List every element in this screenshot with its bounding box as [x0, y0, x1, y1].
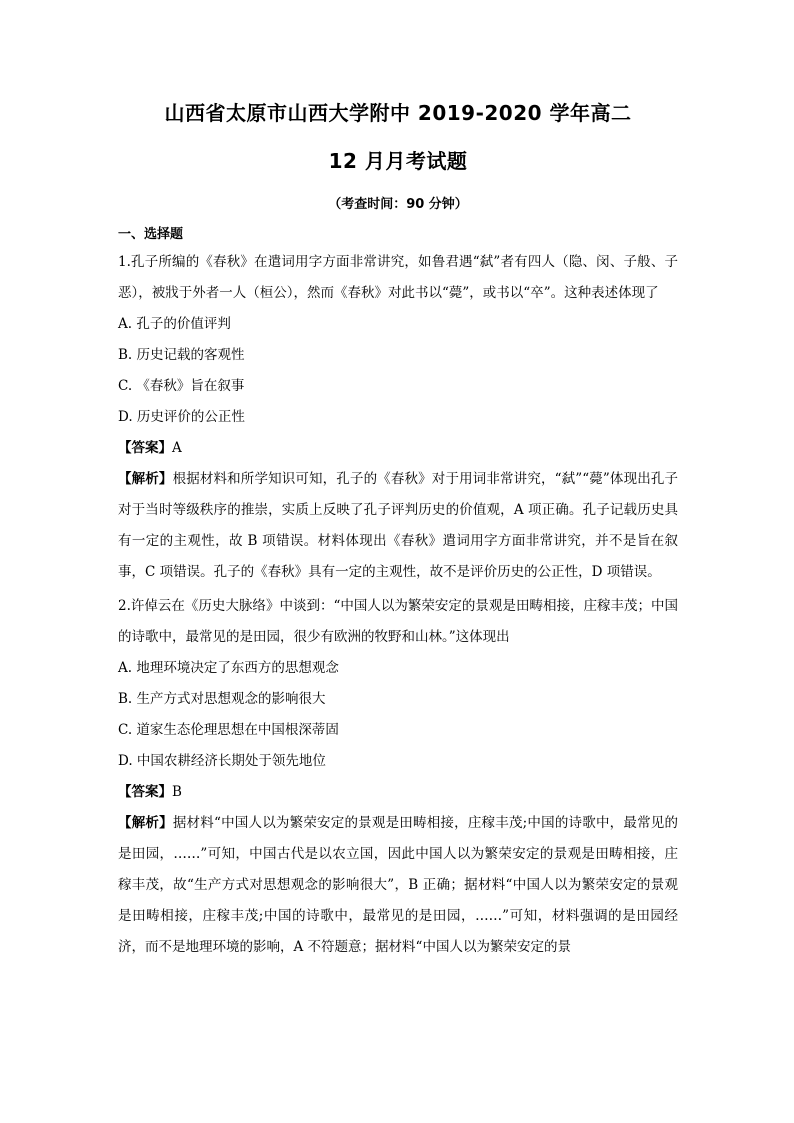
analysis-label: 【解析】	[118, 815, 173, 831]
option-a: A. 孔子的价值评判	[118, 316, 231, 332]
analysis	[118, 464, 678, 588]
analysis-label: 【解析】	[118, 471, 173, 487]
answer-line	[118, 777, 678, 808]
analysis	[118, 808, 678, 963]
option-a: A. 地理环境决定了东西方的思想观念	[118, 660, 339, 676]
analysis-text: 根据材料和所学知识可知，孔子的《春秋》对于用词非常讲究，“弑”“薨”体现出孔子对于当时等级秩序的推崇，实质上反映了孔子评判历史的价值观，A 项正确。孔子记载历史具有一定的主观性，故 B 项错误。材料体现出《春秋》遣词用字方面非常讲究，并不是旨在叙事，C 项错误。孔子的《春秋》具有一定的主观性，故不是评价历史的公正性，D 项错误。	[118, 471, 678, 580]
option-b: B. 历史记载的客观性	[118, 347, 245, 363]
document-page	[118, 100, 678, 963]
answer-label: 【答案】	[118, 440, 172, 456]
answer-value: B	[172, 784, 182, 800]
option-b: B. 生产方式对思想观念的影响很大	[118, 691, 326, 707]
question-stem: 2.许倬云在《历史大脉络》中谈到：“中国人以为繁荣安定的景观是田畴相接，庄稼丰茂；中国的诗歌中，最常见的是田园，很少有欧洲的牧野和山林。”这体现出	[118, 598, 678, 645]
option-c: C. 《春秋》旨在叙事	[118, 378, 245, 394]
option-d: D. 中国农耕经济长期处于领先地位	[118, 753, 326, 769]
option-d: D. 历史评价的公正性	[118, 409, 245, 425]
option-c: C. 道家生态伦理思想在中国根深蒂固	[118, 722, 339, 738]
question-stem: 1.孔子所编的《春秋》在遣词用字方面非常讲究，如鲁君遇“弑”者有四人（隐、闵、子般、子恶），被戕于外者一人（桓公），然而《春秋》对此书以“薨”，或书以“卒”。这种表述体现了	[118, 254, 678, 301]
question-2	[118, 591, 678, 963]
page-title-line2: 12 月月考试题	[328, 149, 468, 173]
answer-value: A	[172, 440, 182, 456]
page-title: 山西省太原市山西大学附中 2019-2020 学年高二	[164, 101, 632, 125]
question-1	[118, 247, 678, 588]
answer-label: 【答案】	[118, 784, 172, 800]
exam-time: （考查时间：90 分钟）	[328, 197, 468, 212]
answer-line	[118, 433, 678, 464]
analysis-text: 据材料“中国人以为繁荣安定的景观是田畴相接，庄稼丰茂;中国的诗歌中，最常见的是田园，……”可知，中国古代是以农立国，因此中国人以为繁荣安定的景观是田畴相接，庄稼丰茂，故“生产方式对思想观念的影响很大”，B 正确；据材料“中国人以为繁荣安定的景观是田畴相接，庄稼丰茂;中国的诗歌中，最常见的是田园，……”可知，材料强调的是田园经济，而不是地理环境的影响，A 不符题意；据材料“中国人以为繁荣安定的景	[118, 815, 679, 955]
section-heading: 一、选择题	[118, 227, 184, 242]
